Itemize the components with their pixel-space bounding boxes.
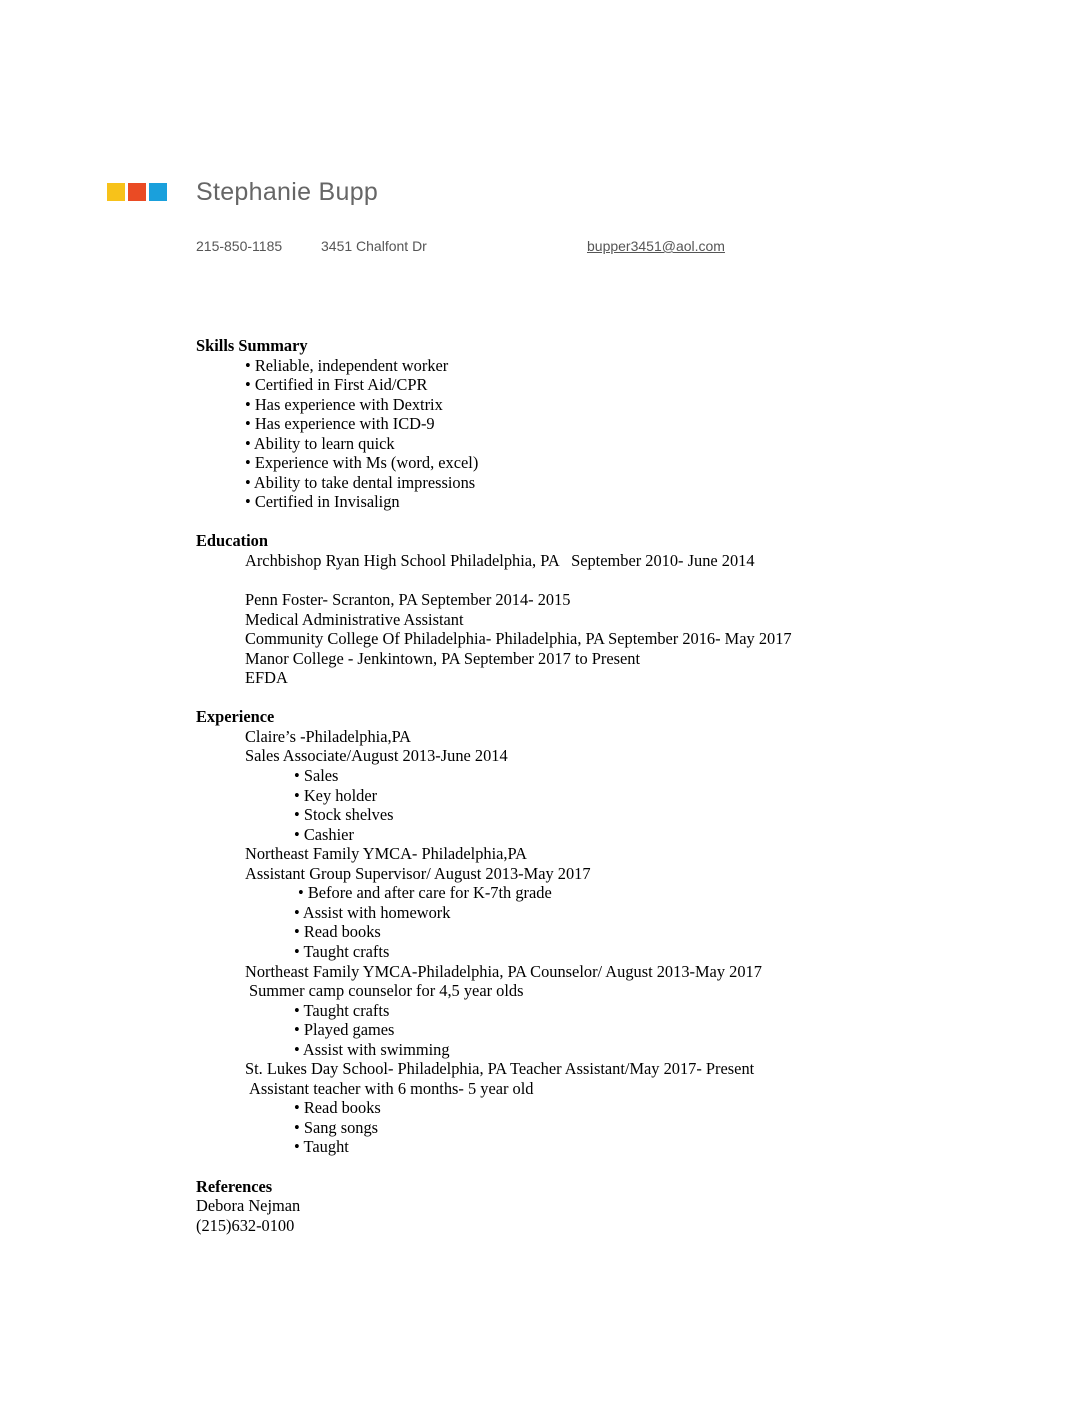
job-duty: • Assist with homework <box>294 902 451 922</box>
logo-square-yellow <box>107 183 125 201</box>
logo-square-red <box>128 183 146 201</box>
job-duty: • Sales <box>294 766 339 786</box>
job-employer: Northeast Family YMCA- Philadelphia,PA <box>245 844 527 864</box>
skill-item: • Has experience with ICD-9 <box>245 414 435 434</box>
skills-heading: Skills Summary <box>196 336 308 355</box>
education-line: EFDA <box>245 668 288 688</box>
resume-body <box>196 336 1016 1235</box>
logo-squares <box>107 183 167 201</box>
job-duty: • Key holder <box>294 785 378 805</box>
references-heading: References <box>196 1176 273 1196</box>
reference-phone: (215)632-0100 <box>196 1215 295 1235</box>
skill-item: • Has experience with Dextrix <box>245 394 443 414</box>
job-duty: • Sang songs <box>294 1117 379 1137</box>
job-duty: • Stock shelves <box>294 805 394 825</box>
contact-phone: 215-850-1185 <box>196 238 283 254</box>
job-duty: • Played games <box>294 1020 395 1040</box>
job-duty: • Taught crafts <box>294 1000 390 1020</box>
reference-name: Debora Nejman <box>196 1196 301 1216</box>
contact-address: 3451 Chalfont Dr <box>321 238 427 254</box>
skill-item: • Ability to learn quick <box>245 433 395 453</box>
job-employer: Claire’s -Philadelphia,PA <box>245 726 412 746</box>
job-duty: • Taught <box>294 1137 349 1157</box>
skill-item: • Reliable, independent worker <box>245 355 449 375</box>
job-duty: • Cashier <box>294 824 354 844</box>
job-duty: • Read books <box>294 1098 381 1118</box>
job-employer: St. Lukes Day School- Philadelphia, PA Teacher Assistant/May 2017- Present <box>245 1059 755 1079</box>
skill-item: • Certified in First Aid/CPR <box>245 375 428 395</box>
skill-item: • Experience with Ms (word, excel) <box>245 453 479 473</box>
education-line: Penn Foster- Scranton, PA September 2014- 2015 <box>245 590 571 610</box>
job-duty: • Taught crafts <box>294 941 390 961</box>
job-role: Assistant Group Supervisor/ August 2013-May 2017 <box>245 863 591 883</box>
education-line: Community College Of Philadelphia- Philadelphia, PA September 2016- May 2017 <box>245 629 792 649</box>
job-duty: • Assist with swimming <box>294 1039 450 1059</box>
job-duty: • Read books <box>294 922 381 942</box>
education-line: Manor College - Jenkintown, PA September 2017 to Present <box>245 648 641 668</box>
job-role: Summer camp counselor for 4,5 year olds <box>249 981 524 1001</box>
resume-name: Stephanie Bupp <box>196 178 379 206</box>
experience-heading: Experience <box>196 707 275 727</box>
logo-square-blue <box>149 183 167 201</box>
education-line: Archbishop Ryan High School Philadelphia, PA September 2010- June 2014 <box>245 551 755 571</box>
skill-item: • Ability to take dental impressions <box>245 472 476 492</box>
skill-item: • Certified in Invisalign <box>245 492 400 512</box>
job-employer: Northeast Family YMCA-Philadelphia, PA Counselor/ August 2013-May 2017 <box>245 961 762 981</box>
contact-email-link[interactable]: bupper3451@aol.com <box>587 238 725 254</box>
job-role: Assistant teacher with 6 months- 5 year old <box>249 1078 534 1098</box>
job-role: Sales Associate/August 2013-June 2014 <box>245 746 508 766</box>
job-duty: • Before and after care for K-7th grade <box>298 883 552 903</box>
education-heading: Education <box>196 531 268 551</box>
education-line: Medical Administrative Assistant <box>245 609 464 629</box>
